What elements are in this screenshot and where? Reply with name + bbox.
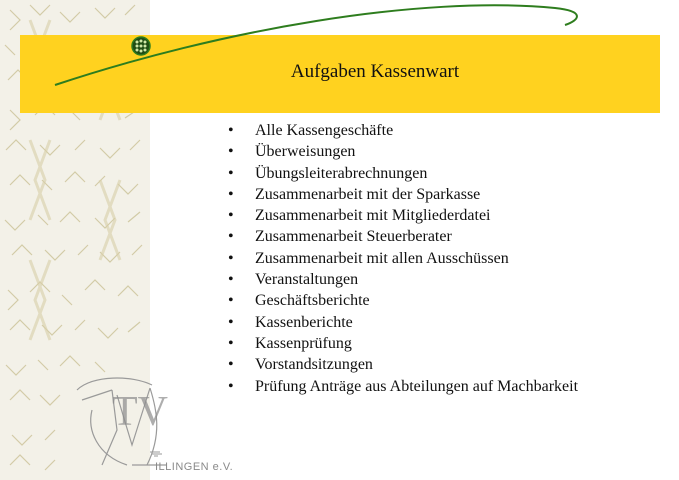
swoosh-decoration: [0, 0, 679, 120]
list-item: • Überweisungen: [228, 141, 578, 162]
logo-letters: TV: [112, 389, 168, 435]
list-item: • Vorstandsitzungen: [228, 354, 578, 375]
list-item: • Zusammenarbeit mit Mitgliederdatei: [228, 205, 578, 226]
list-item: • Zusammenarbeit Steuerberater: [228, 226, 578, 247]
list-item: • Veranstaltungen: [228, 269, 578, 290]
list-item: • Kassenberichte: [228, 312, 578, 333]
slide-title: Aufgaben Kassenwart: [290, 61, 460, 82]
logo-text: ILLINGEN e.V.: [155, 461, 234, 473]
list-item: • Alle Kassengeschäfte: [228, 120, 578, 141]
task-list: [228, 120, 578, 397]
list-item: • Übungsleiterabrechnungen: [228, 163, 578, 184]
list-item: • Prüfung Anträge aus Abteilungen auf Machbarkeit: [228, 376, 578, 397]
list-item: • Zusammenarbeit mit allen Ausschüssen: [228, 248, 578, 269]
list-item: • Geschäftsberichte: [228, 290, 578, 311]
list-item: • Kassenprüfung: [228, 333, 578, 354]
tv-logo: [72, 370, 232, 475]
list-item: • Zusammenarbeit mit der Sparkasse: [228, 184, 578, 205]
